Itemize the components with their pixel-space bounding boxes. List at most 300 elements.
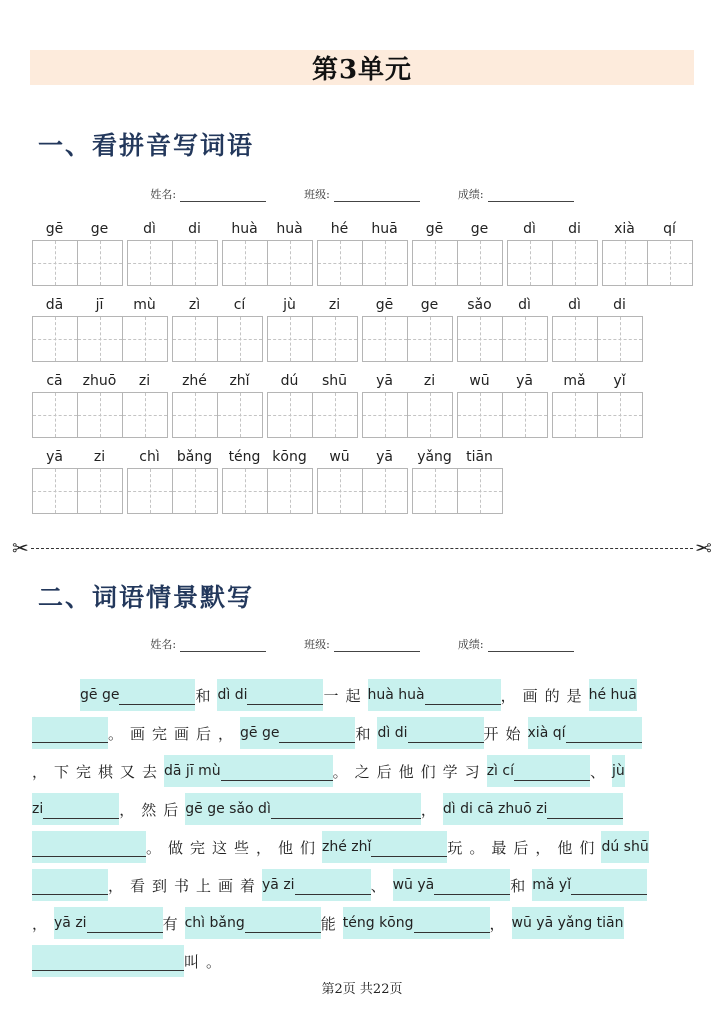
answer-blank[interactable]: [547, 800, 623, 819]
passage-text: ，: [489, 914, 512, 933]
pinyin-row: [127, 448, 218, 468]
passage-text: 、: [589, 762, 612, 781]
answer-blank[interactable]: [434, 876, 510, 895]
name-label: 姓名:: [150, 188, 177, 201]
grid-row: [32, 296, 643, 362]
pinyin-row: [32, 448, 123, 468]
pinyin-blank[interactable]: [589, 679, 637, 711]
writing-cell[interactable]: [648, 241, 692, 285]
pinyin-syllable: bǎng: [176, 449, 213, 465]
writing-cell[interactable]: [408, 317, 452, 361]
writing-cell[interactable]: [223, 241, 268, 285]
score-blank[interactable]: [488, 639, 574, 652]
writing-cell[interactable]: [33, 317, 78, 361]
pinyin-blank[interactable]: [32, 793, 119, 825]
word-group: [127, 448, 218, 514]
writing-cell[interactable]: [318, 469, 363, 513]
name-field[interactable]: [150, 636, 266, 652]
pinyin-syllable: dú: [280, 373, 299, 389]
writing-cell[interactable]: [363, 393, 408, 437]
pinyin-prompt: yā zi: [54, 915, 87, 931]
answer-blank[interactable]: [279, 724, 355, 743]
word-group: [32, 448, 123, 514]
writing-cell[interactable]: [408, 393, 452, 437]
passage-text: 和: [355, 724, 378, 743]
score-label: 成绩:: [457, 638, 484, 651]
pinyin-blank[interactable]: [377, 717, 483, 749]
pinyin-syllable: ge: [420, 297, 439, 313]
pinyin-prompt: dì di: [377, 725, 408, 741]
passage-text: ，然后: [119, 800, 186, 819]
tian-grid-boxes: [507, 240, 598, 286]
pinyin-blank[interactable]: [262, 869, 371, 901]
pinyin-syllable: sǎo: [467, 297, 492, 313]
pinyin-syllable: mǎ: [563, 373, 586, 389]
writing-cell[interactable]: [78, 241, 122, 285]
pinyin-prompt: dā jī mù: [164, 763, 221, 779]
pinyin-blank[interactable]: [240, 717, 355, 749]
pinyin-row: [412, 448, 503, 468]
pinyin-syllable: yǐ: [613, 373, 626, 389]
tian-grid-boxes: [317, 240, 408, 286]
passage-text: 一起: [323, 686, 368, 705]
pinyin-syllable: hé: [330, 221, 349, 237]
writing-cell[interactable]: [173, 469, 217, 513]
writing-cell[interactable]: [268, 469, 312, 513]
pinyin-prompt: jù: [611, 763, 625, 779]
pinyin-syllable: dì: [143, 221, 156, 237]
pinyin-syllable: zì: [188, 297, 201, 313]
pinyin-row: [602, 220, 693, 240]
writing-cell[interactable]: [33, 393, 78, 437]
pinyin-blank[interactable]: [32, 831, 146, 863]
grid-row: [32, 372, 643, 438]
pinyin-row: [127, 220, 218, 240]
passage-text: 。画完画后，: [108, 724, 241, 743]
passage-line: [32, 904, 696, 942]
pinyin-syllable: tiān: [466, 449, 493, 465]
name-blank[interactable]: [180, 189, 266, 202]
answer-blank[interactable]: [245, 914, 321, 933]
answer-blank[interactable]: [514, 762, 590, 781]
writing-cell[interactable]: [363, 241, 407, 285]
writing-cell[interactable]: [268, 317, 313, 361]
pinyin-syllable: ge: [90, 221, 109, 237]
pinyin-prompt: yā zi: [262, 877, 295, 893]
passage-line: [32, 828, 696, 866]
word-group: [362, 372, 453, 438]
score-label: 成绩:: [457, 188, 484, 201]
tian-grid-boxes: [552, 316, 643, 362]
pinyin-row: [222, 448, 313, 468]
word-group: [127, 220, 218, 286]
scissors-icon: ✂: [695, 536, 712, 560]
pinyin-syllable: zhǐ: [229, 373, 250, 389]
word-group: [222, 220, 313, 286]
word-group: [172, 372, 263, 438]
pinyin-blank[interactable]: [343, 907, 490, 939]
word-group: [412, 448, 503, 514]
class-field[interactable]: [304, 636, 420, 652]
writing-cell[interactable]: [223, 469, 268, 513]
word-group: [507, 220, 598, 286]
class-label: 班级:: [304, 188, 330, 201]
pinyin-syllable: gē: [425, 221, 444, 237]
writing-cell[interactable]: [128, 241, 173, 285]
score-blank[interactable]: [488, 189, 574, 202]
pinyin-prompt: gē ge: [80, 687, 120, 703]
pinyin-prompt: wū yā: [392, 877, 435, 893]
passage-line: [32, 714, 696, 752]
pinyin-row: [267, 372, 358, 392]
writing-cell[interactable]: [458, 393, 503, 437]
writing-cell[interactable]: [218, 317, 262, 361]
pinyin-blank[interactable]: [185, 793, 421, 825]
writing-cell[interactable]: [128, 469, 173, 513]
pinyin-blank[interactable]: [217, 679, 323, 711]
passage-text: 和: [195, 686, 218, 705]
pinyin-blank[interactable]: [443, 793, 624, 825]
writing-cell[interactable]: [553, 317, 598, 361]
passage-text: 。之后他们学习: [332, 762, 487, 781]
passage-text: ，下完棋又去: [32, 762, 165, 781]
pinyin-prompt: huà huà: [367, 687, 425, 703]
pinyin-syllable: zi: [328, 297, 341, 313]
pinyin-syllable: cí: [233, 297, 246, 313]
section1-info-row: [0, 186, 724, 202]
answer-blank[interactable]: [371, 838, 447, 857]
writing-cell[interactable]: [363, 317, 408, 361]
tian-grid-boxes: [457, 392, 548, 438]
tian-grid-boxes: [222, 468, 313, 514]
writing-cell[interactable]: [78, 469, 122, 513]
writing-cell[interactable]: [33, 469, 78, 513]
writing-cell[interactable]: [458, 317, 503, 361]
pinyin-prompt: téng kōng: [342, 915, 414, 931]
pinyin-blank[interactable]: [185, 907, 321, 939]
word-group: [32, 220, 123, 286]
word-group: [457, 296, 548, 362]
pinyin-prompt: dì di cā zhuō zi: [442, 801, 548, 817]
pinyin-syllable: qí: [663, 221, 676, 237]
pinyin-syllable: mù: [133, 297, 156, 313]
word-group: [412, 220, 503, 286]
pinyin-blank[interactable]: [612, 755, 625, 787]
pinyin-row: [267, 296, 358, 316]
writing-cell[interactable]: [553, 241, 597, 285]
passage-text: 有: [162, 914, 185, 933]
pinyin-row: [172, 296, 263, 316]
pinyin-syllable: yā: [376, 373, 393, 389]
writing-cell[interactable]: [458, 241, 502, 285]
writing-cell[interactable]: [78, 317, 123, 361]
unit-header-bar: [30, 50, 694, 85]
pinyin-blank[interactable]: [32, 869, 108, 901]
tian-grid-boxes: [457, 316, 548, 362]
writing-cell[interactable]: [313, 393, 357, 437]
pinyin-blank[interactable]: [528, 717, 642, 749]
tian-grid-boxes: [362, 316, 453, 362]
answer-blank[interactable]: [247, 686, 323, 705]
pinyin-syllable: yā: [376, 449, 393, 465]
pinyin-syllable: cā: [46, 373, 63, 389]
writing-cell[interactable]: [503, 317, 547, 361]
writing-cell[interactable]: [123, 393, 167, 437]
pinyin-row: [507, 220, 598, 240]
writing-cell[interactable]: [363, 469, 407, 513]
pinyin-syllable: kōng: [272, 449, 307, 465]
pinyin-prompt: hé huā: [588, 687, 637, 703]
answer-blank[interactable]: [571, 876, 647, 895]
grid-row: [32, 448, 503, 514]
pinyin-syllable: jù: [283, 297, 296, 313]
word-group: [457, 372, 548, 438]
pinyin-prompt: gē ge: [240, 725, 280, 741]
pinyin-prompt: zi: [32, 801, 44, 817]
writing-cell[interactable]: [313, 317, 357, 361]
pinyin-syllable: yā: [46, 449, 63, 465]
word-group: [317, 220, 408, 286]
pinyin-row: [32, 372, 168, 392]
writing-cell[interactable]: [603, 241, 648, 285]
pinyin-syllable: jī: [95, 297, 104, 313]
pinyin-syllable: zhé: [182, 373, 207, 389]
pinyin-row: [457, 372, 548, 392]
cloze-passage: [32, 676, 696, 980]
word-group: [32, 372, 168, 438]
answer-blank[interactable]: [408, 724, 484, 743]
answer-blank[interactable]: [32, 838, 146, 857]
pinyin-syllable: di: [613, 297, 626, 313]
answer-blank[interactable]: [414, 914, 490, 933]
tian-grid-boxes: [267, 392, 358, 438]
pinyin-prompt: zhé zhǐ: [322, 839, 372, 855]
tian-grid-boxes: [172, 392, 263, 438]
writing-cell[interactable]: [268, 393, 313, 437]
passage-line: [32, 752, 696, 790]
tian-grid-boxes: [32, 468, 123, 514]
pinyin-syllable: dā: [45, 297, 64, 313]
writing-cell[interactable]: [458, 469, 502, 513]
pinyin-row: [32, 220, 123, 240]
word-group: [602, 220, 693, 286]
pinyin-syllable: dì: [523, 221, 536, 237]
word-group: [172, 296, 263, 362]
pinyin-syllable: ge: [470, 221, 489, 237]
answer-blank[interactable]: [566, 724, 642, 743]
answer-blank[interactable]: [32, 952, 184, 971]
answer-blank[interactable]: [271, 800, 421, 819]
pinyin-prompt: zì cí: [486, 763, 514, 779]
passage-text: ，看到书上画着: [108, 876, 263, 895]
pinyin-prompt: mǎ yǐ: [532, 877, 572, 893]
cut-line: [12, 538, 712, 558]
pinyin-row: [362, 296, 453, 316]
pinyin-row: [317, 448, 408, 468]
word-group: [222, 448, 313, 514]
passage-text: 玩。最后，他们: [447, 838, 602, 857]
tian-grid-boxes: [267, 316, 358, 362]
section2-info-row: [0, 636, 724, 652]
tian-grid-boxes: [602, 240, 693, 286]
score-field[interactable]: [458, 636, 574, 652]
pinyin-syllable: huà: [276, 221, 303, 237]
pinyin-syllable: yā: [516, 373, 533, 389]
tian-grid-boxes: [552, 392, 643, 438]
word-group: [552, 372, 643, 438]
pinyin-syllable: zi: [423, 373, 436, 389]
answer-blank[interactable]: [425, 686, 501, 705]
pinyin-syllable: wū: [469, 373, 490, 389]
answer-blank[interactable]: [32, 876, 108, 895]
pinyin-blank[interactable]: [512, 907, 624, 939]
writing-cell[interactable]: [508, 241, 553, 285]
pinyin-row: [362, 372, 453, 392]
pinyin-syllable: huā: [371, 221, 398, 237]
pinyin-blank[interactable]: [32, 945, 184, 977]
pinyin-syllable: dì: [518, 297, 531, 313]
tian-grid-boxes: [127, 240, 218, 286]
pinyin-row: [552, 372, 643, 392]
section1-title: 一、看拼音写词语: [38, 131, 255, 160]
pinyin-syllable: wū: [329, 449, 350, 465]
pinyin-blank[interactable]: [164, 755, 333, 787]
pinyin-syllable: xià: [614, 221, 635, 237]
writing-cell[interactable]: [78, 393, 123, 437]
pinyin-prompt: gē ge sǎo dì: [185, 801, 271, 817]
passage-line: [32, 676, 696, 714]
answer-blank[interactable]: [32, 724, 108, 743]
pinyin-syllable: zi: [93, 449, 106, 465]
word-group: [32, 296, 168, 362]
passage-line: [32, 942, 696, 980]
pinyin-syllable: gē: [45, 221, 64, 237]
tian-grid-boxes: [32, 316, 168, 362]
dashed-divider: [31, 548, 693, 549]
class-field[interactable]: [304, 186, 420, 202]
passage-text: ，: [32, 914, 55, 933]
pinyin-row: [222, 220, 313, 240]
pinyin-row: [172, 372, 263, 392]
tian-grid-boxes: [412, 468, 503, 514]
class-label: 班级:: [304, 638, 330, 651]
grid-row: [32, 220, 693, 286]
writing-cell[interactable]: [173, 317, 218, 361]
pinyin-blank[interactable]: [393, 869, 511, 901]
passage-text: ，: [420, 800, 443, 819]
passage-text: 开始: [483, 724, 528, 743]
pinyin-syllable: téng: [228, 449, 261, 465]
score-field[interactable]: [458, 186, 574, 202]
pinyin-prompt: dì di: [217, 687, 248, 703]
tian-grid-boxes: [172, 316, 263, 362]
tian-grid-boxes: [412, 240, 503, 286]
pinyin-syllable: dì: [568, 297, 581, 313]
passage-text: 。做完这些，他们: [146, 838, 323, 857]
answer-blank[interactable]: [43, 800, 119, 819]
writing-cell[interactable]: [503, 393, 547, 437]
writing-cell[interactable]: [268, 241, 312, 285]
name-blank[interactable]: [180, 639, 266, 652]
answer-blank[interactable]: [295, 876, 371, 895]
pinyin-prompt: xià qí: [527, 725, 566, 741]
pinyin-blank[interactable]: [368, 679, 501, 711]
pinyin-blank[interactable]: [32, 717, 108, 749]
pinyin-blank[interactable]: [601, 831, 648, 863]
tian-grid-boxes: [32, 392, 168, 438]
writing-cell[interactable]: [123, 317, 167, 361]
name-field[interactable]: [150, 186, 266, 202]
pinyin-prompt: wū yā yǎng tiān: [511, 915, 624, 931]
passage-line: [32, 790, 696, 828]
writing-cell[interactable]: [553, 393, 598, 437]
passage-text: 、: [370, 876, 393, 895]
tian-grid-boxes: [317, 468, 408, 514]
pinyin-syllable: huà: [231, 221, 258, 237]
word-group: [317, 448, 408, 514]
passage-text: 和: [510, 876, 533, 895]
page-footer: 第2页 共22页: [321, 982, 403, 997]
pinyin-syllable: chì: [139, 449, 160, 465]
word-group: [552, 296, 643, 362]
pinyin-syllable: di: [188, 221, 201, 237]
pinyin-prompt: chì bǎng: [184, 915, 245, 931]
writing-cell[interactable]: [598, 393, 642, 437]
answer-blank[interactable]: [221, 762, 333, 781]
pinyin-blank[interactable]: [532, 869, 647, 901]
tian-grid-boxes: [362, 392, 453, 438]
word-group: [362, 296, 453, 362]
writing-cell[interactable]: [173, 241, 217, 285]
pinyin-row: [412, 220, 503, 240]
pinyin-syllable: zi: [138, 373, 151, 389]
answer-blank[interactable]: [87, 914, 163, 933]
pinyin-syllable: shū: [321, 373, 348, 389]
pinyin-blank[interactable]: [322, 831, 447, 863]
tian-grid-boxes: [222, 240, 313, 286]
writing-cell[interactable]: [218, 393, 262, 437]
writing-cell[interactable]: [318, 241, 363, 285]
pinyin-row: [32, 296, 168, 316]
pinyin-blank[interactable]: [487, 755, 590, 787]
pinyin-blank[interactable]: [80, 679, 195, 711]
writing-cell[interactable]: [413, 241, 458, 285]
passage-text: ，画的是: [500, 686, 589, 705]
writing-cell[interactable]: [33, 241, 78, 285]
writing-cell[interactable]: [598, 317, 642, 361]
passage-text: 叫。: [184, 952, 229, 971]
pinyin-syllable: gē: [375, 297, 394, 313]
class-blank[interactable]: [334, 639, 420, 652]
pinyin-row: [552, 296, 643, 316]
passage-line: [32, 866, 696, 904]
scissors-icon: ✂: [12, 536, 29, 560]
writing-cell[interactable]: [173, 393, 218, 437]
pinyin-syllable: di: [568, 221, 581, 237]
passage-text: 能: [320, 914, 343, 933]
word-group: [267, 296, 358, 362]
unit-title: 第3单元: [311, 55, 413, 85]
pinyin-blank[interactable]: [54, 907, 163, 939]
name-label: 姓名:: [150, 638, 177, 651]
pinyin-row: [317, 220, 408, 240]
writing-cell[interactable]: [413, 469, 458, 513]
word-group: [267, 372, 358, 438]
tian-grid-boxes: [32, 240, 123, 286]
class-blank[interactable]: [334, 189, 420, 202]
pinyin-syllable: zhuō: [82, 373, 117, 389]
answer-blank[interactable]: [119, 686, 195, 705]
